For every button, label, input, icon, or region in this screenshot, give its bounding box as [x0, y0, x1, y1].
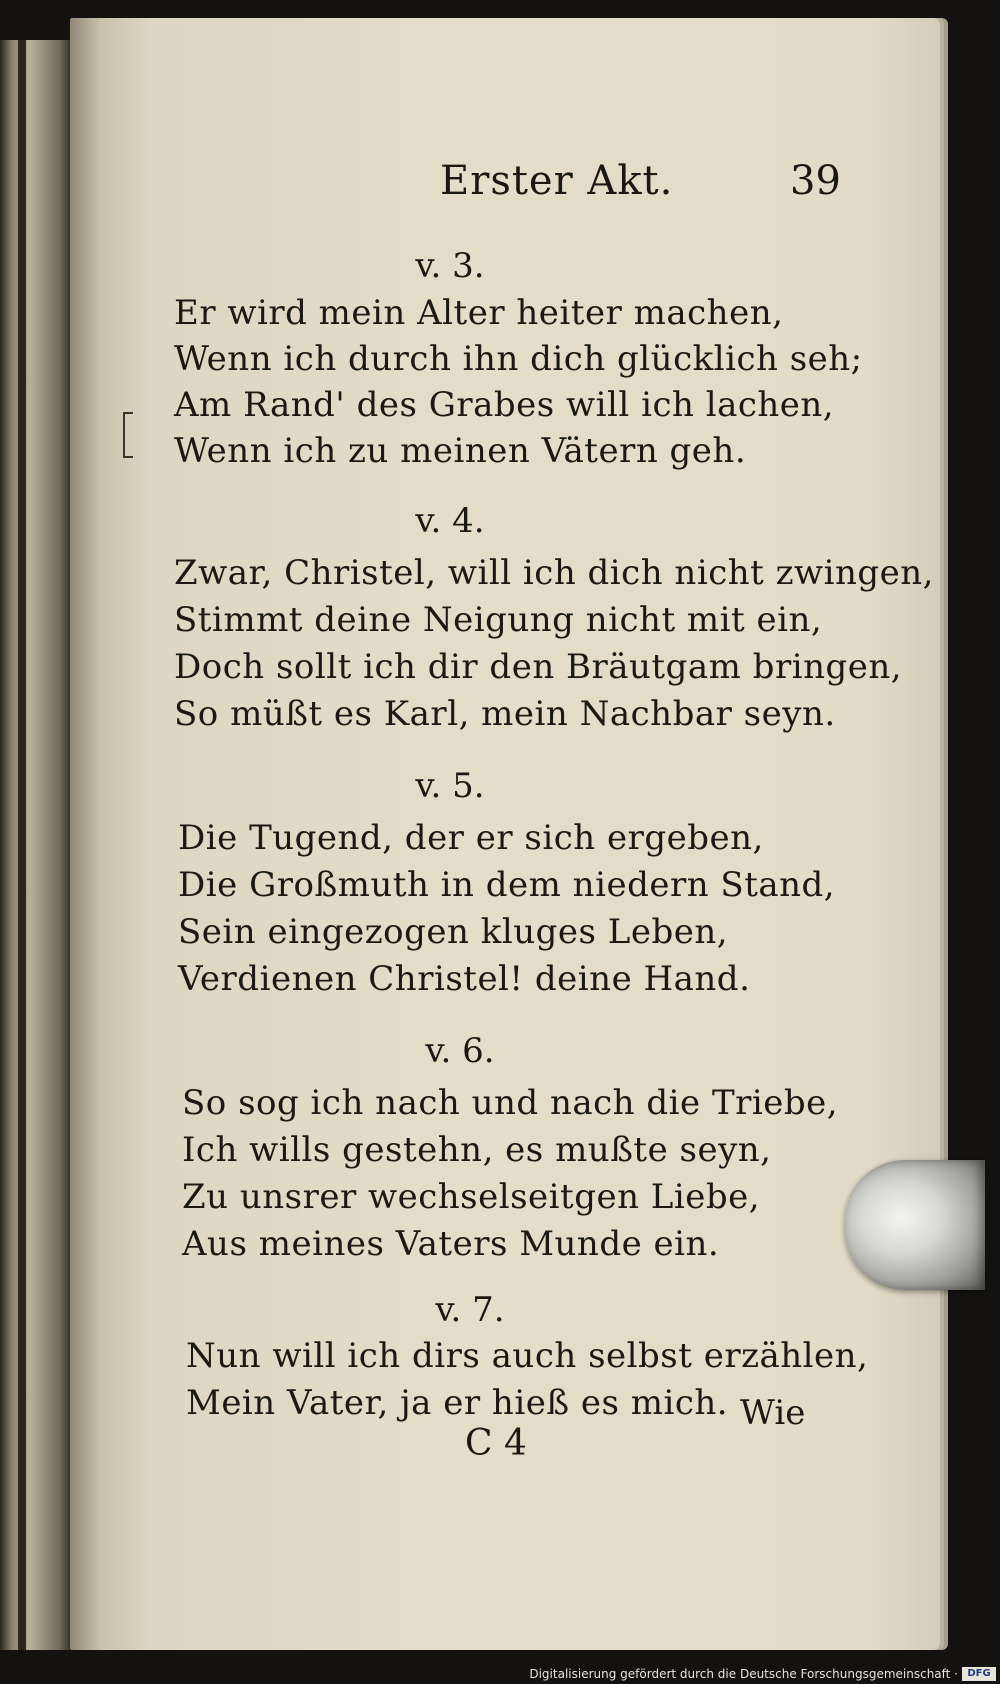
page-clip: [845, 1160, 985, 1290]
stanza-label: v. 4.: [415, 501, 485, 541]
verse-line: Die Großmuth in dem niedern Stand,: [178, 865, 836, 905]
verse-line: Doch sollt ich dir den Bräutgam bringen,: [174, 647, 903, 687]
verse-line: Am Rand' des Grabes will ich lachen,: [174, 385, 835, 425]
running-head: Erster Akt.: [440, 158, 674, 204]
verse-line: Er wird mein Alter heiter machen,: [174, 293, 784, 333]
dfg-logo-icon: DFG: [962, 1667, 996, 1681]
verse-line: Die Tugend, der er sich ergeben,: [178, 818, 764, 858]
verse-line: Zwar, Christel, will ich dich nicht zwingen,: [174, 553, 934, 593]
stanza-label: v. 7.: [435, 1290, 505, 1330]
left-page-shadow: [18, 40, 26, 1650]
verse-line: Ich wills gestehn, es mußte seyn,: [182, 1130, 772, 1170]
verse-line: Verdienen Christel! deine Hand.: [178, 959, 751, 999]
verse-line: Nun will ich dirs auch selbst erzählen,: [186, 1336, 869, 1376]
stanza-label: v. 3.: [415, 246, 485, 286]
book-page: [70, 18, 940, 1650]
verse-line: Wenn ich zu meinen Vätern geh.: [174, 431, 747, 471]
verse-line: Wenn ich durch ihn dich glücklich seh;: [174, 339, 863, 379]
margin-bracket: [123, 412, 133, 458]
stanza-label: v. 5.: [415, 766, 485, 806]
page-header: [370, 158, 850, 218]
verse-line: Mein Vater, ja er hieß es mich.: [186, 1383, 729, 1423]
footer-credit: Digitalisierung gefördert durch die Deutsche Forschungsgemeinschaft ·: [529, 1667, 958, 1681]
left-page-edge: [0, 40, 70, 1650]
verse-line: Sein eingezogen kluges Leben,: [178, 912, 729, 952]
verse-line: Aus meines Vaters Munde ein.: [182, 1224, 720, 1264]
verse-line: Zu unsrer wechselseitgen Liebe,: [182, 1177, 761, 1217]
verse-line: So sog ich nach und nach die Triebe,: [182, 1083, 839, 1123]
verse-line: Stimmt deine Neigung nicht mit ein,: [174, 600, 823, 640]
verse-line: So müßt es Karl, mein Nachbar seyn.: [174, 694, 836, 734]
catchword: Wie: [740, 1393, 806, 1433]
page-number: 39: [790, 158, 841, 204]
signature-mark: C 4: [465, 1423, 527, 1464]
stanza-label: v. 6.: [425, 1031, 495, 1071]
footer-bar: [0, 1662, 1000, 1684]
